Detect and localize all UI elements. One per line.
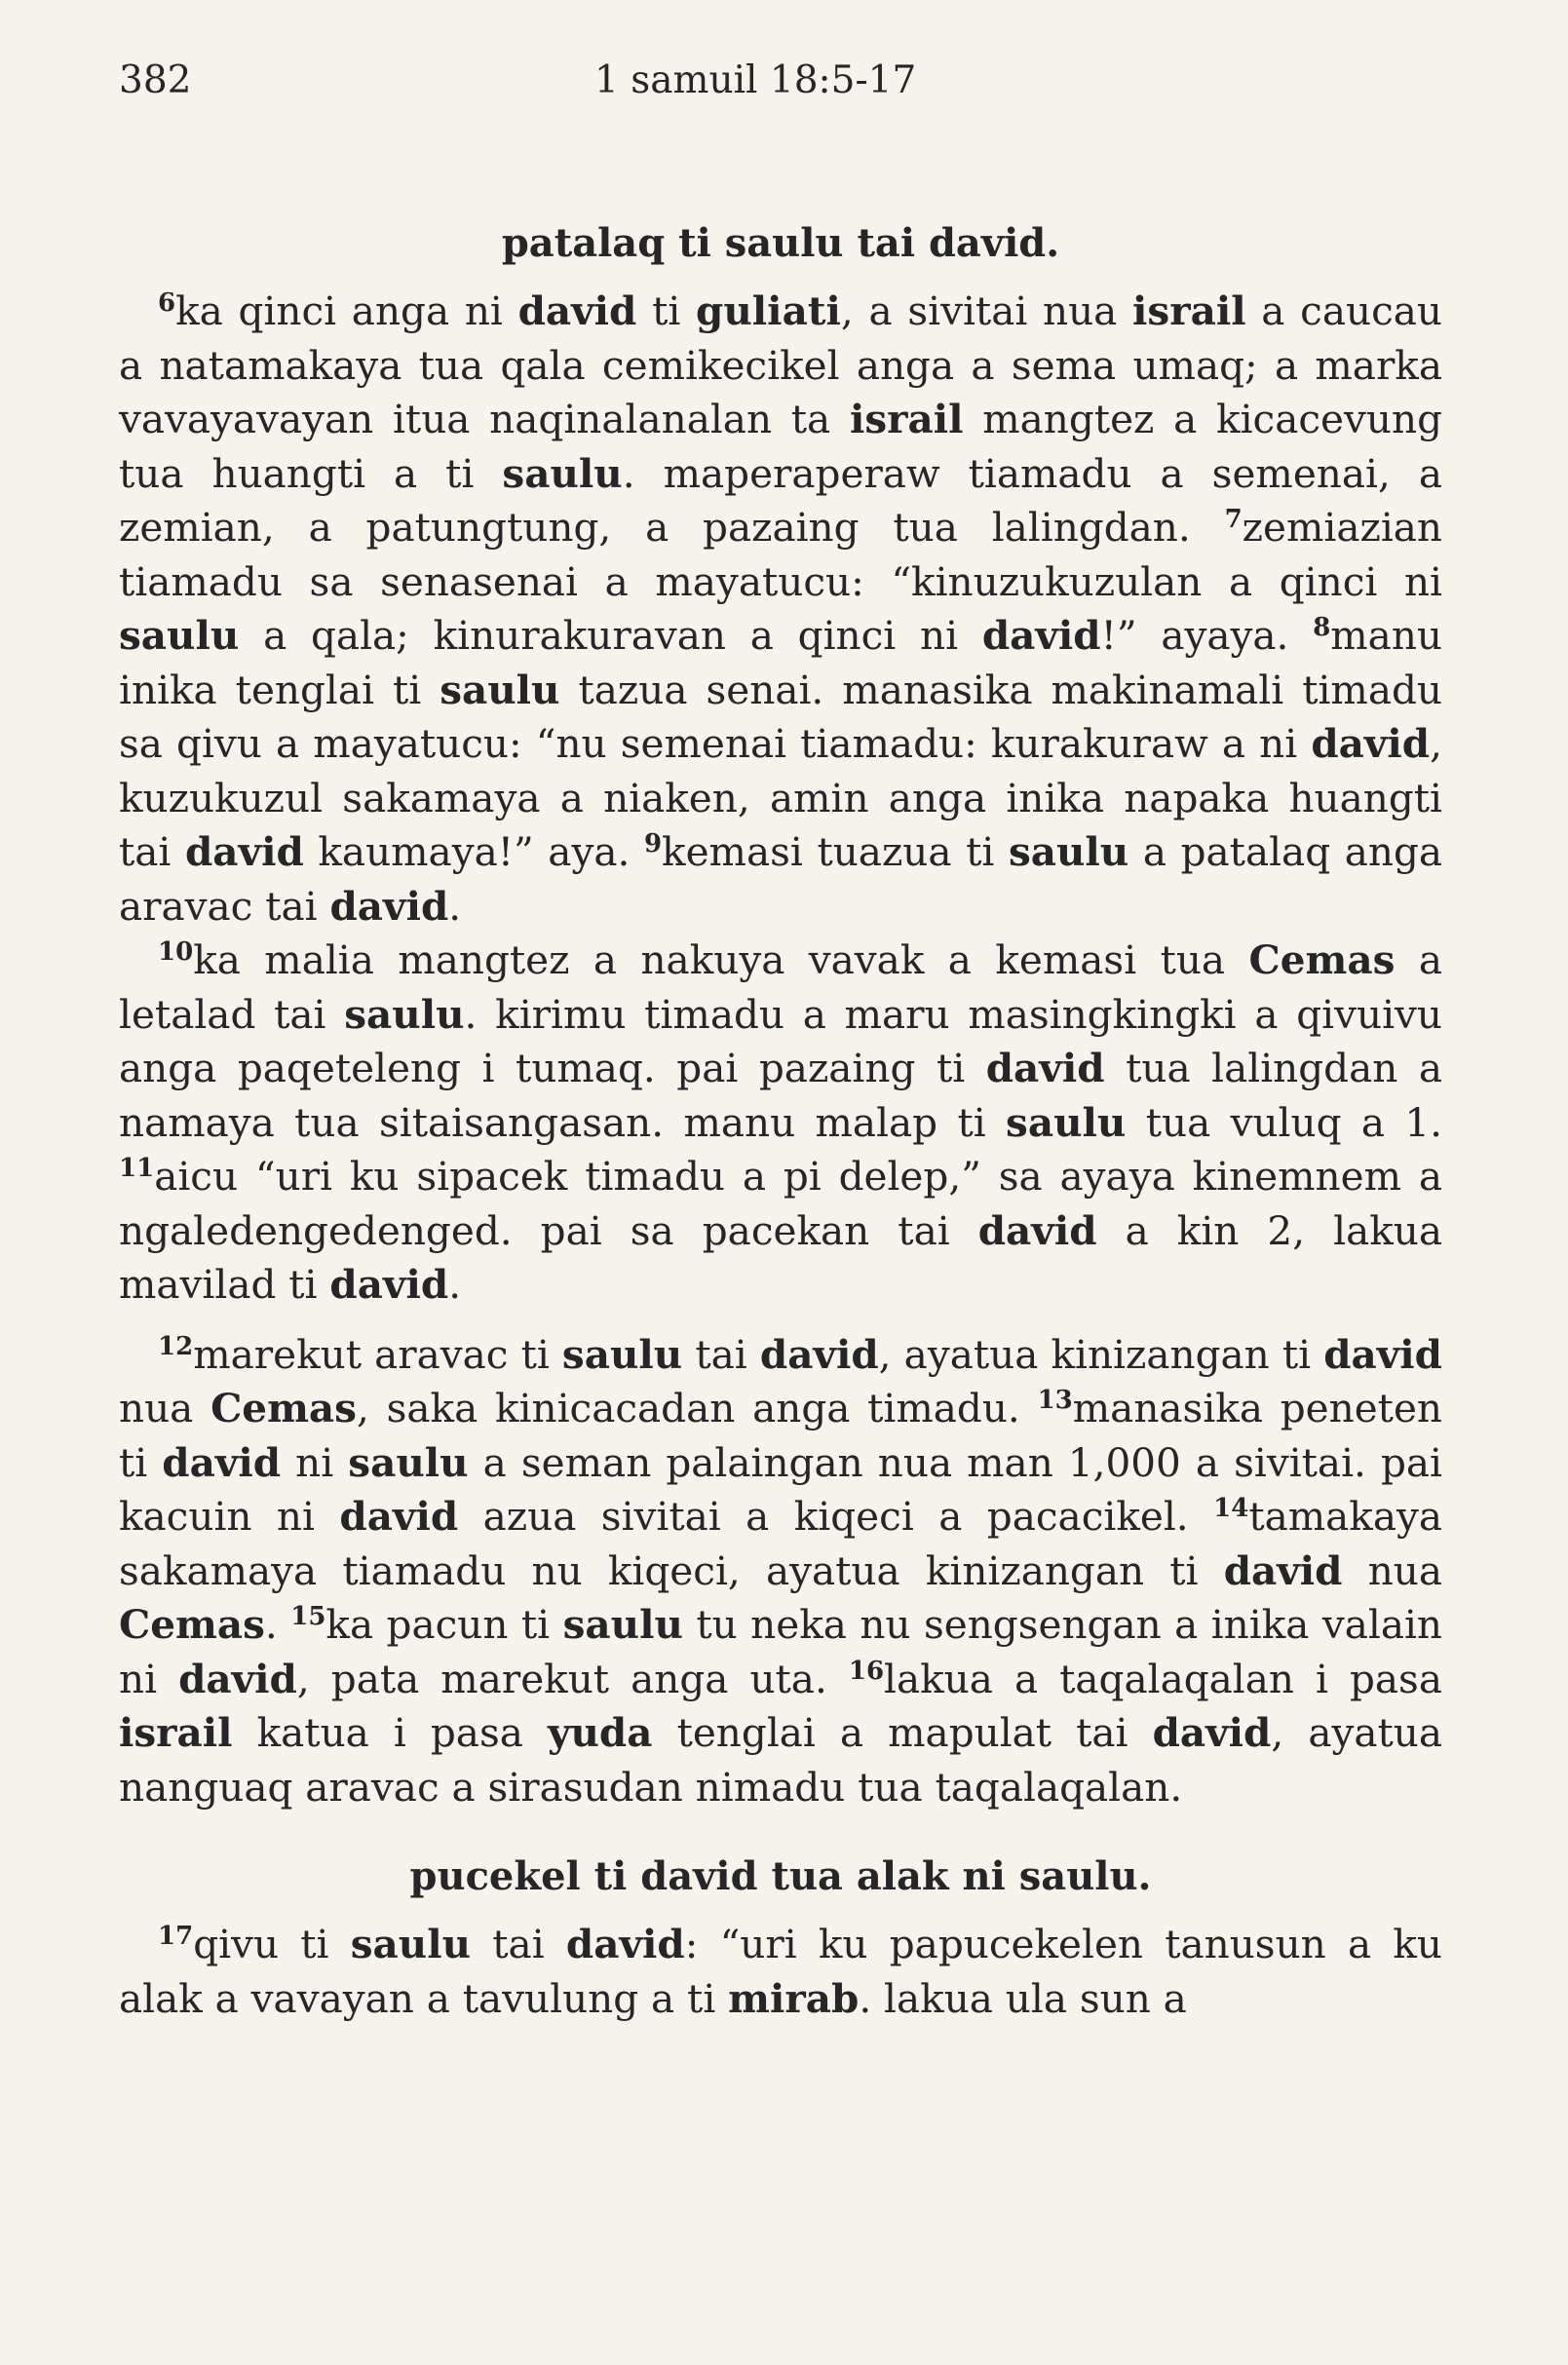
- verse-number: 13: [1037, 1386, 1073, 1415]
- verse-number: 17: [158, 1922, 194, 1951]
- paragraph-verse-17: $^{17}$qivu ti saulu tai david: “uri ku papucekelen tanusun a ku alak a vavayan a tavulung a ti mirab. lakua ula sun a: [119, 1921, 1442, 2022]
- page-body: [119, 216, 1442, 2026]
- verse-number: 11: [119, 1154, 155, 1183]
- verse-number: 10: [158, 937, 194, 967]
- verse-number: 7: [1224, 505, 1243, 534]
- verse-number: 8: [1313, 613, 1331, 642]
- paragraph-verses-12-16: $^{12}$marekut aravac ti saulu tai david, ayatua kinizangan ti david nua Cemas, saka kinicacadan anga timadu. $^{13}$manasika peneten ti david ni saulu a seman palaingan nua man 1,000 a sivitai. pai kacuin ni david azua sivitai a kiqeci a pacacikel. $^{14}$tamakaya sakamaya tiamadu nu kiqeci, ayatua kinizangan ti david nua Cemas. $^{15}$ka pacun ti saulu tu neka nu sengsengan a inika valain ni david, pata marekut anga uta. $^{16}$lakua a taqalaqalan i pasa israil katua i pasa yuda tenglai a mapulat tai david, ayatua nanguaq aravac a sirasudan nimadu tua taqalaqalan.: [119, 1330, 1443, 1811]
- running-head-reference: 1 samuil 18:5-17: [594, 58, 917, 102]
- paragraph-verses-10-11: $^{10}$ka malia mangtez a nakuya vavak a kemasi tua Cemas a letalad tai saulu. kirimu timadu a maru masingkingki a qivuivu anga paqeteleng i tumaq. pai pazaing ti david tua lalingdan a namaya tua sitaisangasan. manu malap ti saulu tua vuluq a 1. $^{11}$aicu “uri ku sipacek timadu a pi delep,” sa ayaya kinemnem a ngaledengedenged. pai sa pacekan tai david a kin 2, lakua mavilad ti david.: [119, 936, 1443, 1308]
- page-header: [119, 58, 1451, 117]
- verse-number: 6: [158, 288, 176, 318]
- paragraph-verses-6-9: $^6$ka qinci anga ni david ti guliati, a sivitai nua israil a caucau a natamakaya tua qala cemikecikel anga a sema umaq; a marka vavayavayan itua naqinalanalan ta israil mangtez a kicacevung tua huangti a ti saulu. maperaperaw tiamadu a semenai, a zemian, a patungtung, a pazaing tua lalingdan. $^7$zemiazian tiamadu sa senasenai a mayatucu: “kinuzukuzulan a qinci ni saulu a qala; kinurakuravan a qinci ni david!” ayaya. $^8$manu inika tenglai ti saulu tazua senai. manasika makinamali timadu sa qivu a mayatucu: “nu semenai tiamadu: kurakuraw a ni david, kuzukuzul sakamaya a niaken, amin anga inika napaka huangti tai david kaumaya!” aya. $^9$kemasi tuazua ti saulu a patalaq anga aravac tai david.: [119, 287, 1443, 930]
- verse-number: 15: [290, 1602, 326, 1631]
- section-heading: pucekel ti david tua alak ni saulu.: [409, 1853, 1152, 1899]
- section-heading: patalaq ti saulu tai david.: [501, 220, 1060, 266]
- verse-number: 14: [1213, 1494, 1249, 1523]
- verse-number: 12: [158, 1331, 194, 1361]
- verse-number: 16: [848, 1656, 885, 1686]
- verse-number: 9: [643, 829, 663, 858]
- page-number: 382: [119, 58, 192, 102]
